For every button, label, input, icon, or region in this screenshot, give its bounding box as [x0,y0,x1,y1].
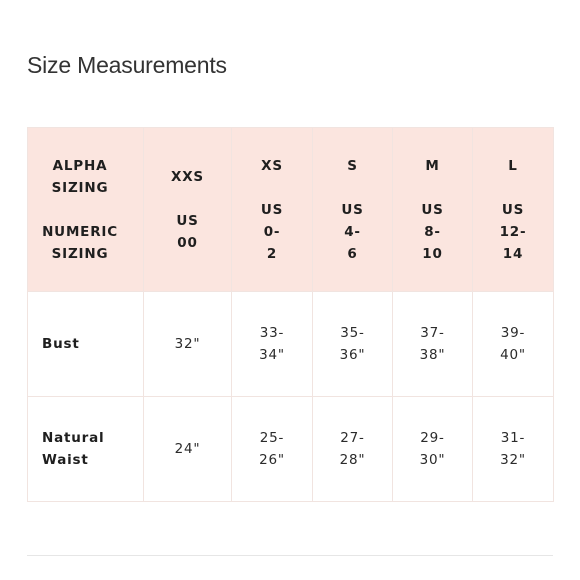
measurement-value: 28" [339,452,366,468]
numeric-sizing-label: SIZING [51,245,109,262]
size-header-xxs [144,128,232,292]
measurement-value: 25- [259,430,285,446]
table-cell [313,292,393,397]
measurement-value: 33- [259,325,285,341]
alpha-size: XS [261,157,283,174]
measurement-value: 32" [500,452,526,468]
alpha-size: M [425,157,440,174]
size-header-l [473,128,554,292]
page-title: Size Measurements [27,52,227,78]
measurement-value: 39- [500,325,526,341]
numeric-size: US [421,201,444,218]
alpha-sizing-label: SIZING [51,179,109,196]
table-row-natural-waist [28,397,554,502]
table-cell [144,397,232,502]
table-cell [313,397,393,502]
numeric-size: US [260,201,284,218]
table-header-row [28,128,554,292]
numeric-size: 0- [263,223,281,240]
header-corner-cell [28,128,144,292]
numeric-size: 2 [266,245,278,262]
alpha-size: S [347,157,358,174]
bottom-divider [27,555,553,556]
measurement-value: 36" [339,347,366,363]
table-cell [144,292,232,397]
measurement-value: 32" [174,336,201,352]
measurement-value: 34" [259,347,285,363]
alpha-size: XXS [171,168,204,185]
table-cell [393,397,473,502]
size-header-m [393,128,473,292]
numeric-sizing-label: NUMERIC [42,223,118,240]
table-cell [393,292,473,397]
measurement-value: 31- [500,430,526,446]
numeric-size: 00 [177,234,198,251]
measurement-value: 29- [420,430,445,446]
table-cell [473,397,554,502]
numeric-size: 14 [502,245,524,262]
measurement-value: 40" [500,347,526,363]
numeric-size: 12- [499,223,527,240]
numeric-size: 10 [422,245,443,262]
row-label-natural-waist [28,397,144,502]
numeric-size: US [501,201,525,218]
table-cell [232,292,313,397]
row-label-text: Natural [42,430,105,446]
row-label-text: Bust [42,336,80,352]
table-cell [232,397,313,502]
measurement-value: 26" [259,452,285,468]
measurement-value: 27- [340,430,365,446]
numeric-size: 8- [424,223,441,240]
row-label-bust [28,292,144,397]
alpha-size: L [508,157,518,174]
size-header-xs [232,128,313,292]
size-measurements-table [27,127,554,502]
row-label-text: Waist [42,452,89,468]
measurement-value: 37- [420,325,445,341]
size-header-s [313,128,393,292]
measurement-value: 24" [174,441,201,457]
measurement-value: 38" [419,347,446,363]
table-cell [473,292,554,397]
alpha-sizing-label: ALPHA [52,157,108,174]
numeric-size: US [176,212,199,229]
measurement-value: 35- [340,325,365,341]
numeric-size: 4- [344,223,361,240]
numeric-size: 6 [347,245,358,262]
numeric-size: US [341,201,364,218]
table-row-bust [28,292,554,397]
measurement-value: 30" [419,452,446,468]
